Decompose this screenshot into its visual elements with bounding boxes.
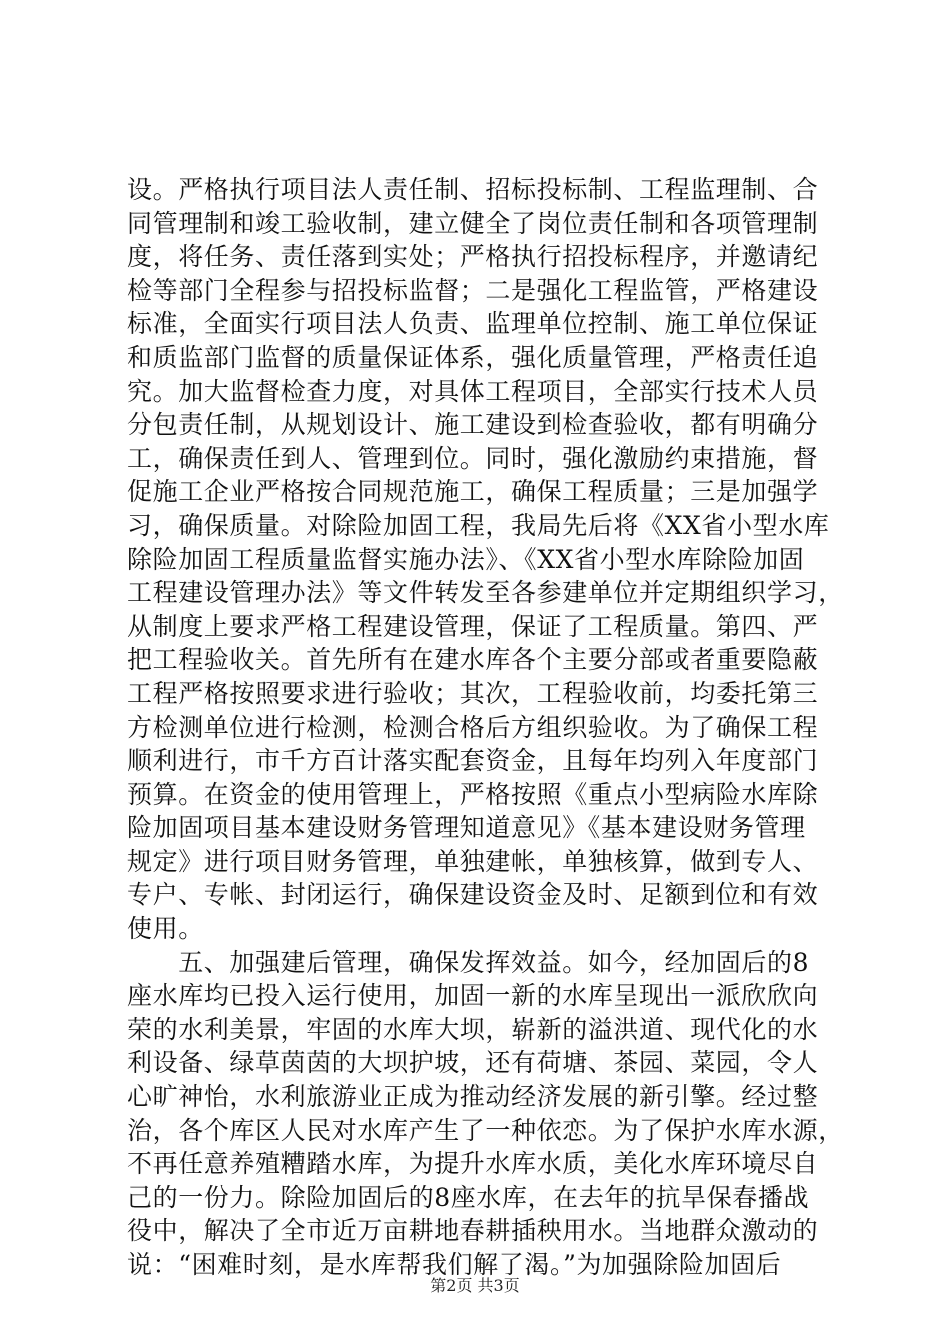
text-line: 预算。在资金的使用管理上，严格按照《重点小型病险水库除	[127, 779, 819, 809]
text-line: 分包责任制，从规划设计、施工建设到检查验收，都有明确分	[127, 410, 819, 440]
text-line: 顺利进行，市千方百计落实配套资金，且每年均列入年度部门	[127, 746, 819, 776]
text-line: 和质监部门监督的质量保证体系，强化质量管理，严格责任追	[127, 342, 819, 372]
text-line: 荣的水利美景，牢固的水库大坝，崭新的溢洪道、现代化的水	[127, 1014, 819, 1044]
text-line: 利设备、绿草茵茵的大坝护坡，还有荷塘、茶园、菜园，令人	[127, 1048, 819, 1078]
text-line: 使用。	[127, 914, 204, 944]
text-line: 检等部门全程参与招投标监督；二是强化工程监管，严格建设	[127, 275, 819, 305]
text-line: 习，确保质量。对除险加固工程，我局先后将《XX省小型水库	[127, 510, 830, 540]
page-number-footer: 第2页 共3页	[430, 1276, 520, 1295]
text-line: 说：“困难时刻，是水库帮我们解了渴。”为加强除险加固后	[127, 1250, 782, 1279]
text-line: 促施工企业严格按合同规范施工，确保工程质量；三是加强学	[127, 477, 819, 507]
text-line: 标准，全面实行项目法人负责、监理单位控制、施工单位保证	[127, 309, 819, 339]
text-line: 除险加固工程质量监督实施办法》、《XX省小型水库除险加固	[127, 544, 805, 574]
text-line: 役中，解决了全市近万亩耕地春耕插秧用水。当地群众激动的	[127, 1216, 819, 1246]
text-line: 心旷神怡，水利旅游业正成为推动经济发展的新引擎。经过整	[127, 1082, 819, 1112]
text-line: 同管理制和竣工验收制，建立健全了岗位责任制和各项管理制	[127, 208, 819, 238]
paragraph-1	[127, 173, 844, 946]
text-line: 度，将任务、责任落到实处；严格执行招投标程序，并邀请纪	[127, 242, 819, 272]
text-line: 座水库均已投入运行使用，加固一新的水库呈现出一派欣欣向	[127, 981, 819, 1011]
text-line: 五、加强建后管理，确保发挥效益。如今，经加固后的8	[127, 947, 810, 977]
text-line: 治，各个库区人民对水库产生了一种依恋。为了保护水库水源，	[127, 1115, 844, 1145]
text-line: 不再任意养殖糟踏水库，为提升水库水质，美化水库环境尽自	[127, 1149, 819, 1179]
text-line: 工程严格按照要求进行验收；其次，工程验收前，均委托第三	[127, 678, 819, 708]
text-line: 工程建设管理办法》等文件转发至各参建单位并定期组织学习，	[127, 578, 844, 608]
text-line: 专户、专帐、封闭运行，确保建设资金及时、足额到位和有效	[127, 880, 819, 910]
paragraph-2	[127, 946, 844, 1282]
text-line: 己的一份力。除险加固后的8座水库，在去年的抗旱保春播战	[127, 1182, 810, 1212]
text-line: 规定》进行项目财务管理，单独建帐，单独核算，做到专人、	[127, 846, 819, 876]
text-line: 工，确保责任到人、管理到位。同时，强化激励约束措施，督	[127, 443, 819, 473]
text-line: 从制度上要求严格工程建设管理，保证了工程质量。第四、严	[127, 611, 819, 641]
text-line: 设。严格执行项目法人责任制、招标投标制、工程监理制、合	[127, 175, 819, 204]
text-line: 把工程验收关。首先所有在建水库各个主要分部或者重要隐蔽	[127, 645, 819, 675]
text-line: 方检测单位进行检测，检测合格后方组织验收。为了确保工程	[127, 712, 819, 742]
text-line: 险加固项目基本建设财务管理知道意见》《基本建设财务管理	[127, 813, 806, 843]
text-line: 究。加大监督检查力度，对具体工程项目，全部实行技术人员	[127, 376, 819, 406]
document-body	[127, 173, 844, 1282]
